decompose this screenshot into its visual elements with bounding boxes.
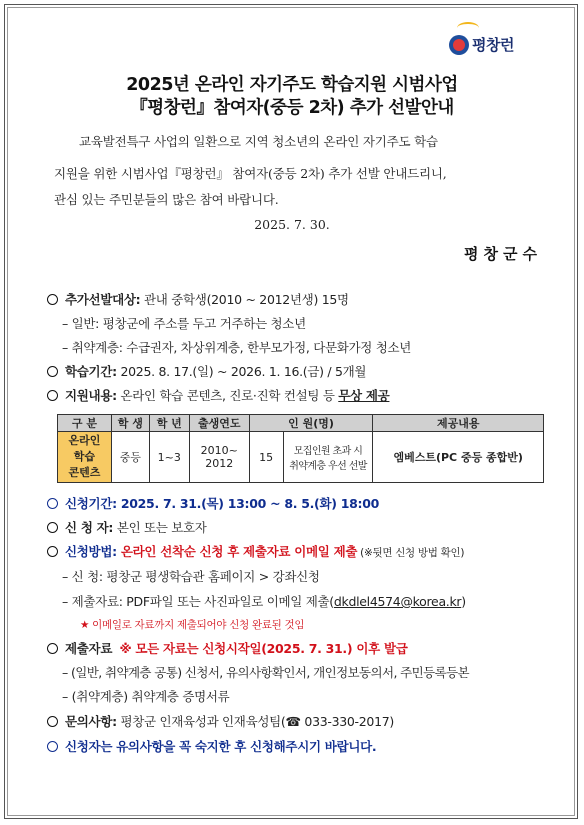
intro-line-1: 교육발전특구 사업의 일환으로 지역 청소년의 온라인 자기주도 학습 — [79, 134, 438, 149]
method-line — [47, 542, 464, 560]
period-line — [47, 362, 366, 380]
table-category-cell — [58, 432, 112, 483]
support-free: 무상 제공 — [338, 388, 390, 403]
table-header-cell: 학 년 — [149, 415, 189, 432]
apply-period-label: 신청기간: — [65, 496, 117, 511]
circle-bullet-icon — [47, 716, 58, 727]
logo — [449, 34, 514, 55]
table-header-cell: 구 분 — [58, 415, 112, 432]
method-sub-docs — [62, 592, 466, 610]
signer: 평창군수 — [464, 245, 542, 263]
title-line-2: 『평창런』참여자(중등 2차) 추가 선발안내 — [130, 98, 454, 118]
target-sub-vulnerable: – 취약계층: 수급권자, 차상위계층, 한부모가정, 다문화가정 청소년 — [62, 340, 412, 355]
notice-date: 2025. 7. 30. — [254, 217, 330, 232]
circle-bullet-icon — [47, 643, 58, 654]
closing-text: 신청자는 유의사항을 꼭 숙지한 후 신청해주시기 바랍니다. — [65, 739, 377, 754]
circle-bullet-icon — [47, 390, 58, 401]
note-line-2: 취약계층 우선 선발 — [289, 461, 367, 472]
email-link[interactable]: dkdlel4574@korea.kr — [333, 594, 462, 609]
table-row — [58, 432, 544, 483]
target-label: 추가선발대상: — [65, 292, 141, 307]
table-count-cell: 15 — [249, 432, 283, 483]
table-birth-cell — [189, 432, 249, 483]
circle-bullet-icon — [47, 741, 58, 752]
category-line-1: 온라인 — [68, 434, 101, 447]
table-student-cell: 중등 — [111, 432, 149, 483]
logo-sun-arc — [457, 22, 479, 34]
applicant-label: 신 청 자: — [65, 520, 114, 535]
table-header-cell: 제공내용 — [373, 415, 544, 432]
method-label: 신청방법: — [65, 544, 117, 559]
title-line-1: 2025년 온라인 자기주도 학습지원 시범사업 — [126, 75, 458, 95]
method-sub-apply: – 신 청: 평창군 평생학습관 홈페이지 > 강좌신청 — [62, 569, 320, 584]
docs-label: 제출자료 — [65, 641, 113, 656]
support-line — [47, 386, 389, 404]
intro-line-2: 지원을 위한 시범사업『평창런』 참여자(중등 2차) 추가 선발 안내드리니, — [54, 166, 447, 181]
applicant-line — [47, 518, 207, 536]
table-header-cell: 학 생 — [111, 415, 149, 432]
logo-text: 평창런 — [472, 36, 514, 54]
method-warning: ★ 이메일로 자료까지 제출되어야 신청 완료된 것임 — [80, 619, 305, 631]
apply-period-value: 2025. 7. 31.(목) 13:00 ~ 8. 5.(화) 18:00 — [116, 496, 380, 511]
period-label: 학습기간: — [65, 364, 117, 379]
circle-bullet-icon — [47, 294, 58, 305]
period-value: 2025. 8. 17.(일) ~ 2026. 1. 16.(금) / 5개월 — [116, 364, 367, 379]
circle-bullet-icon — [47, 522, 58, 533]
table-content-cell: 엠베스트(PC 중등 종합반) — [373, 432, 544, 483]
docs-sub-vulnerable: – (취약계층) 취약계층 증명서류 — [62, 689, 230, 704]
contact-line — [47, 712, 394, 730]
docs-line — [47, 639, 408, 657]
note-line-1: 모집인원 초과 시 — [293, 446, 363, 457]
closing-line — [47, 737, 376, 755]
intro-line-3: 관심 있는 주민분들의 많은 참여 바랍니다. — [54, 192, 279, 207]
applicant-value: 본인 또는 보호자 — [113, 520, 207, 535]
target-line — [47, 290, 349, 308]
circle-bullet-icon — [47, 498, 58, 509]
target-sub-general: – 일반: 평창군에 주소를 두고 거주하는 청소년 — [62, 316, 306, 331]
table-header-row — [58, 415, 544, 432]
birth-line-2: 2012 — [205, 457, 234, 470]
category-line-2: 학습 — [73, 450, 96, 463]
method-value: 온라인 선착순 신청 후 제출자료 이메일 제출 — [116, 544, 358, 559]
docs-sub-common: – (일반, 취약계층 공통) 신청서, 유의사항확인서, 개인정보동의서, 주민등록등본 — [62, 665, 470, 680]
table-header-cell: 인 원(명) — [249, 415, 373, 432]
support-label: 지원내용: — [65, 388, 117, 403]
method-note: (※뒷면 신청 방법 확인) — [357, 547, 465, 559]
birth-line-1: 2010~ — [200, 444, 238, 457]
docs-notice: ※ 모든 자료는 신청시작일(2025. 7. 31.) 이후 발급 — [119, 641, 408, 656]
table-header-cell: 출생연도 — [189, 415, 249, 432]
logo-emblem-icon — [449, 35, 469, 55]
circle-bullet-icon — [47, 546, 58, 557]
target-value: 관내 중학생(2010 ~ 2012년생) 15명 — [140, 292, 349, 307]
circle-bullet-icon — [47, 366, 58, 377]
info-table — [57, 414, 544, 483]
support-value: 온라인 학습 콘텐츠, 진로·진학 컨설팅 등 — [116, 388, 339, 403]
method-sub-docs-prefix: – 제출자료: PDF파일 또는 사진파일로 이메일 제출( — [62, 594, 334, 609]
method-sub-docs-suffix: ) — [461, 594, 466, 609]
contact-value: 평창군 인재육성과 인재육성팀(☎ 033-330-2017) — [116, 714, 394, 729]
apply-period-line — [47, 494, 379, 512]
table-note-cell — [283, 432, 373, 483]
contact-label: 문의사항: — [65, 714, 117, 729]
table-grade-cell: 1~3 — [149, 432, 189, 483]
category-line-3: 콘텐츠 — [68, 466, 101, 479]
